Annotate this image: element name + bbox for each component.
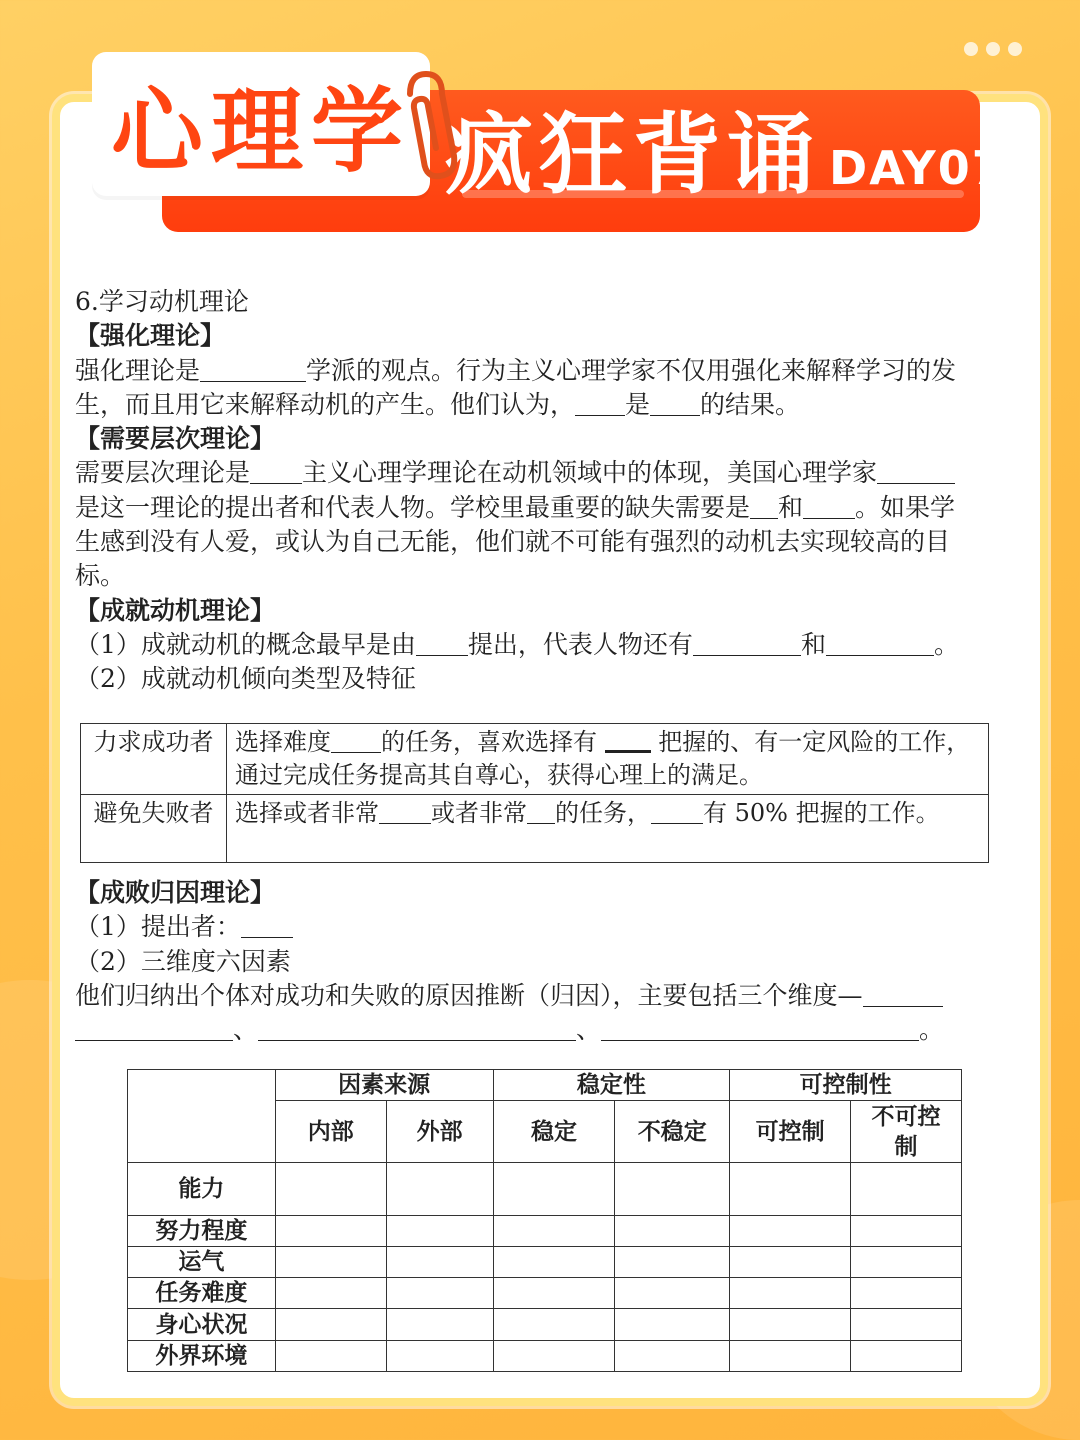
text: 。 [933,629,959,659]
fill-blank [200,356,306,382]
table-cell-label: 避免失败者 [81,795,227,863]
text: 和 [800,629,826,659]
table-sub-header: 不稳定 [615,1101,730,1163]
fill-blank [650,390,700,416]
table-cell [275,1216,386,1247]
fill-blank [379,798,431,824]
text: 的任务，喜欢选择有 [381,728,597,756]
table-row [128,1070,962,1101]
table-cell [493,1341,615,1372]
table-cell [493,1163,615,1216]
heading-attribution: 【成败归因理论】 [75,878,276,907]
heading-hierarchy: 【需要层次理论】 [75,424,276,454]
table-row [81,724,989,795]
table-row [128,1247,962,1278]
table-row [128,1341,962,1372]
table-cell [493,1309,615,1341]
table-cell [275,1163,386,1216]
table-cell [386,1278,493,1309]
fill-blank [250,458,302,484]
hierarchy-line-4: 标。 [75,561,126,591]
table-cell [386,1341,493,1372]
table-cell [851,1216,962,1247]
table-row-label: 身心状况 [128,1309,276,1341]
text: 、 [233,1015,259,1045]
table-cell [275,1341,386,1372]
text: 主义心理学理论在动机领域中的体现，美国心理学家 [302,458,878,488]
fill-blank [750,493,778,519]
heading-achievement: 【成就动机理论】 [75,595,276,625]
attribution-content [75,876,1000,1047]
fill-blank [575,390,625,416]
table-cell [851,1341,962,1372]
table-sub-header: 外部 [386,1101,493,1163]
dots-decoration [964,42,1022,56]
table-cell [730,1309,851,1341]
table-cell [851,1309,962,1341]
text: 。如果学 [855,492,956,522]
text: 选择难度 [235,728,331,756]
table-sub-header: 稳定 [493,1101,615,1163]
reinforcement-line-1 [75,354,1000,388]
table-row-label: 能力 [128,1163,276,1216]
fill-blank [877,458,955,484]
fill-blank [241,912,293,938]
table-cell [851,1247,962,1278]
table-cell [227,795,989,863]
table-cell [275,1309,386,1341]
text: 学派的观点。行为主义心理学家不仅用强化来解释学习的发 [306,355,957,385]
table-cell [730,1341,851,1372]
table-row-label: 努力程度 [128,1216,276,1247]
text: 生，而且用它来解释动机的产生。他们认为， [75,389,576,419]
title-box [92,52,430,196]
table-sub-header: 可控制 [730,1101,851,1163]
table-row-label: 运气 [128,1247,276,1278]
table-row [81,795,989,863]
table-row-label: 任务难度 [128,1278,276,1309]
attribution-item-1 [75,910,1000,944]
achievement-table [80,723,989,863]
table-cell [493,1247,615,1278]
fill-blank [416,630,468,656]
text: 和 [778,492,804,522]
table-cell [615,1247,730,1278]
fill-blank [651,798,703,824]
text: 是这一理论的提出者和代表人物。学校里最重要的缺失需要是 [75,492,751,522]
fill-blank [527,798,555,824]
text: 提出，代表人物还有 [467,629,693,659]
fill-blank [605,727,651,753]
fill-blank [826,630,934,656]
fill-blank [331,727,381,753]
table-cell [615,1216,730,1247]
table-group-header: 稳定性 [493,1070,730,1101]
fill-blank [803,493,855,519]
table-cell [386,1163,493,1216]
text: 或者非常 [431,799,527,827]
hierarchy-line-2 [75,491,1000,525]
table-cell [615,1278,730,1309]
attribution-line-2 [75,1013,1000,1047]
table-row [128,1216,962,1247]
table-cell [730,1163,851,1216]
reinforcement-line-2 [75,388,1000,422]
text: 。 [919,1015,945,1045]
table-cell [730,1216,851,1247]
table-corner-cell [128,1070,276,1163]
text: 把握的、有一定风险的工 [658,728,923,756]
table-cell [275,1247,386,1278]
achievement-item-2: （2）成就动机倾向类型及特征 [75,664,416,694]
text: 的结果。 [700,389,801,419]
fill-blank [258,1015,576,1041]
attribution-item-2: （2）三维度六因素 [75,946,291,976]
table-cell [227,724,989,795]
fill-blank [863,981,943,1007]
table-cell [275,1278,386,1309]
text: （1）提出者： [75,912,241,942]
hierarchy-line-1 [75,456,1000,490]
day-label: DAY07 [829,141,1006,195]
table-cell [615,1341,730,1372]
table-cell [730,1247,851,1278]
section-title: 6.学习动机理论 [75,287,249,316]
table-cell [851,1278,962,1309]
text: 有 50% 把握的工作。 [703,799,940,827]
table-cell [615,1309,730,1341]
table-sub-header: 内部 [275,1101,386,1163]
text: 他们归纳出个体对成功和失败的原因推断（归因），主要包括三个维度— [75,980,863,1010]
title-main: 心理学 [110,78,411,185]
table-cell [615,1163,730,1216]
attribution-table [127,1069,962,1372]
table-cell [493,1278,615,1309]
text: （1）成就动机的概念最早是由 [75,629,416,659]
heading-reinforcement: 【强化理论】 [75,321,226,351]
title-subtitle [445,100,1006,210]
table-row [128,1309,962,1341]
paperclip-icon [392,64,462,184]
table-cell [851,1163,962,1216]
table-cell [730,1278,851,1309]
table-cell [386,1247,493,1278]
text: 是 [625,389,651,419]
hierarchy-line-3: 生感到没有人爱，或认为自己无能，他们就不可能有强烈的动机去实现较高的目 [75,527,951,557]
text: 选择或者非常 [235,799,379,827]
fill-blank [601,1015,919,1041]
main-content [75,285,1000,697]
fill-blank [693,630,801,656]
text: 的任务， [555,799,651,827]
table-row [128,1163,962,1216]
table-cell [386,1309,493,1341]
table-sub-header: 不可控制 [851,1101,962,1163]
table-row [128,1278,962,1309]
table-cell-label: 力求成功者 [81,724,227,795]
table-cell [386,1216,493,1247]
text: 强化理论是 [75,355,201,385]
table-group-header: 可控制性 [730,1070,962,1101]
title-sub-text: 疯狂背诵 [445,103,822,206]
fill-blank [75,1015,233,1041]
table-row-label: 外界环境 [128,1341,276,1372]
table-cell [493,1216,615,1247]
attribution-line-1 [75,979,1000,1013]
text: 作，通过完成任务提高其自尊心，获得心理上的满足。 [235,728,971,789]
text: 、 [576,1015,602,1045]
text: 需要层次理论是 [75,458,251,488]
table-group-header: 因素来源 [275,1070,493,1101]
achievement-item-1 [75,628,1000,662]
